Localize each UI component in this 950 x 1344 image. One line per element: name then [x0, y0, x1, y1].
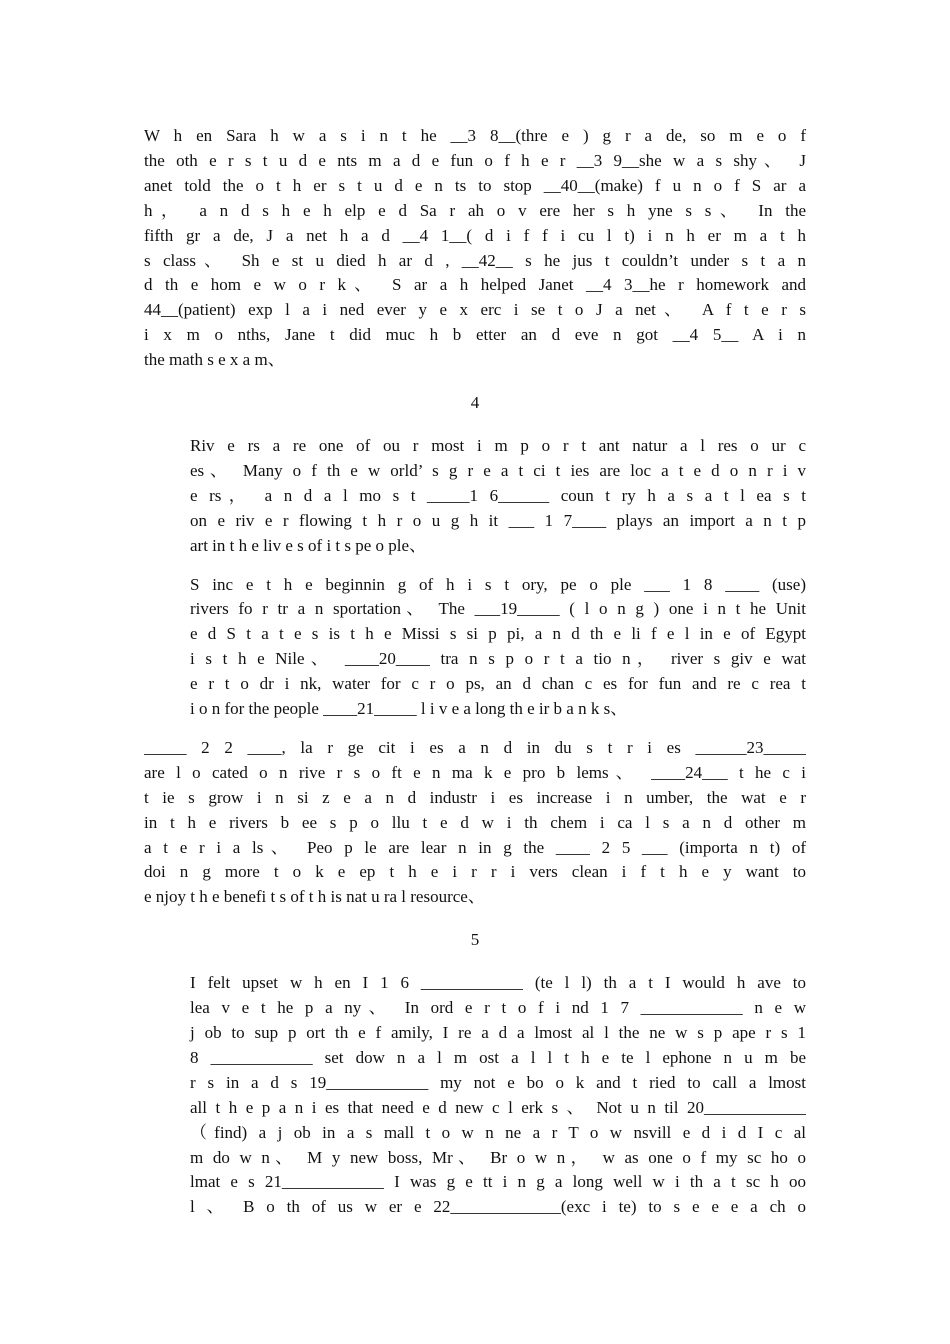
text-line: （find) a j ob in a s mall t o w n ne a r T o w nsvill e d i d I c al [190, 1122, 806, 1142]
passage-4-paragraph-2 [144, 573, 806, 722]
text-line: e d S t a t e s is t h e Missi s si p pi, a n d th e li f e l in e of Egypt [190, 624, 806, 644]
passage-5 [144, 971, 806, 1220]
text-line: es、 Many o f th e w orld’ s g r e a t ci t ies are loc a t e d o n r i v [190, 460, 806, 480]
text-line: i s t h e Nile、 ____20____ tra n s p o r t a tio n， river s giv e wat [190, 649, 806, 669]
text-line: i o n for the people ____21_____ l i v e a long th e ir b a n k s、 [190, 699, 628, 719]
text-line: a t e r i a ls、 Peo p le are lear n in g the ____ 2 5 ___ (importa n t) of [144, 837, 806, 857]
text-line: _____ 2 2 ____, la r ge cit i es a n d in du s t r i es ______23_____ [144, 737, 806, 757]
text-line: m do w n、 M y new boss, Mr、 Br o w n， w as one o f my sc ho o [190, 1147, 806, 1167]
text-line: s class、 Sh e st u died h ar d , __42__ s he jus t couldn’t under s t a n [144, 250, 806, 270]
text-line: t ie s grow i n si z e a n d industr i es increase i n umber, the wat e r [144, 787, 806, 807]
text-line: lmat e s 21____________ I was g e tt i n g a long well w i th a t sc h oo [190, 1172, 806, 1192]
text-line: Riv e rs a re one of ou r most i m p o r t ant natur a l res o ur c [190, 435, 806, 455]
text-line: I felt upset w h en I 1 6 ____________ (te l l) th a t I would h ave to [190, 973, 806, 993]
text-line: in t h e rivers b ee s p o llu t e d w i th chem i ca l s a n d other m [144, 812, 806, 832]
document-page [144, 124, 806, 1220]
section-number-5: 5 [470, 930, 480, 950]
text-line: fifth gr a de, J a net h a d __4 1__( d i f f i cu l t) i n h er m a t h [144, 225, 806, 245]
text-line: S inc e t h e beginnin g of h i s t ory, pe o ple ___ 1 8 ____ (use) [190, 574, 806, 594]
text-line: i x m o nths, Jane t did muc h b etter an d eve n got __4 5__ A i n [144, 325, 806, 345]
text-line: on e riv e r flowing t h r o u g h it ___ 1 7____ plays an import a n t p [190, 510, 806, 530]
passage-4-paragraph-1 [144, 434, 806, 559]
passage-3 [144, 124, 806, 373]
text-line: r s in a d s 19____________ my not e bo o k and t ried to call a lmost [190, 1072, 806, 1092]
section-number-4: 4 [470, 393, 480, 413]
text-line: all t h e p a n i es that need e d new c l erk s 、 Not u n til 20____________ [190, 1097, 806, 1117]
text-line: doi n g more t o k e ep t h e i r r i vers clean i f t h e y want to [144, 862, 806, 882]
text-line: h， a n d s h e h elp e d Sa r ah o v ere her s h yne s s、 In the [144, 200, 806, 220]
text-line: e r t o dr i nk, water for c r o ps, an d chan c es for fun and re c rea t [190, 674, 806, 694]
text-line: the math s e x a m、 [144, 350, 285, 370]
text-line: l 、 B o th of us w er e 22_____________(exc i te) to s e e e a ch o [190, 1197, 806, 1217]
text-line: 44__(patient) exp l a i ned ever y e x erc i se t o J a net、 A f t e r s [144, 300, 806, 320]
text-line: W h en Sara h w a s i n t he __3 8__(thre e ) g r a de, so m e o f [144, 126, 806, 145]
text-line: are l o cated o n rive r s o ft e n ma k e pro b lems、 ____24___ t he c i [144, 762, 806, 782]
text-line: rivers fo r tr a n sportation、 The ___19_____ ( l o n g ) one i n t he Unit [190, 599, 806, 619]
text-line: anet told the o t h er s t u d e n ts to stop __40__(make) f u n o f S ar a [144, 175, 806, 195]
passage-4-paragraph-3 [144, 736, 806, 910]
text-line: the oth e r s t u d e nts m a d e fun o f h e r __3 9__she w a s shy、 J [144, 150, 806, 170]
text-line: lea v e t he p a ny、 In ord e r t o f i nd 1 7 ____________ n e w [190, 998, 806, 1018]
text-line: 8 ____________ set dow n a l m ost a l l t h e te l ephone n u m be [190, 1047, 806, 1067]
text-line: e njoy t h e benefi t s of t h is nat u ra l resource、 [144, 887, 485, 907]
text-line: art in t h e liv e s of i t s pe o ple、 [190, 535, 427, 555]
text-line: d th e hom e w o r k、 S ar a h helped Janet __4 3__he r homework and [144, 275, 806, 295]
text-line: e rs， a n d a l mo s t _____1 6______ coun t ry h a s a t l ea s t [190, 485, 806, 505]
text-line: j ob to sup p ort th e f amily, I re a d a lmost al l the ne w s p ape r s 1 [190, 1023, 806, 1042]
